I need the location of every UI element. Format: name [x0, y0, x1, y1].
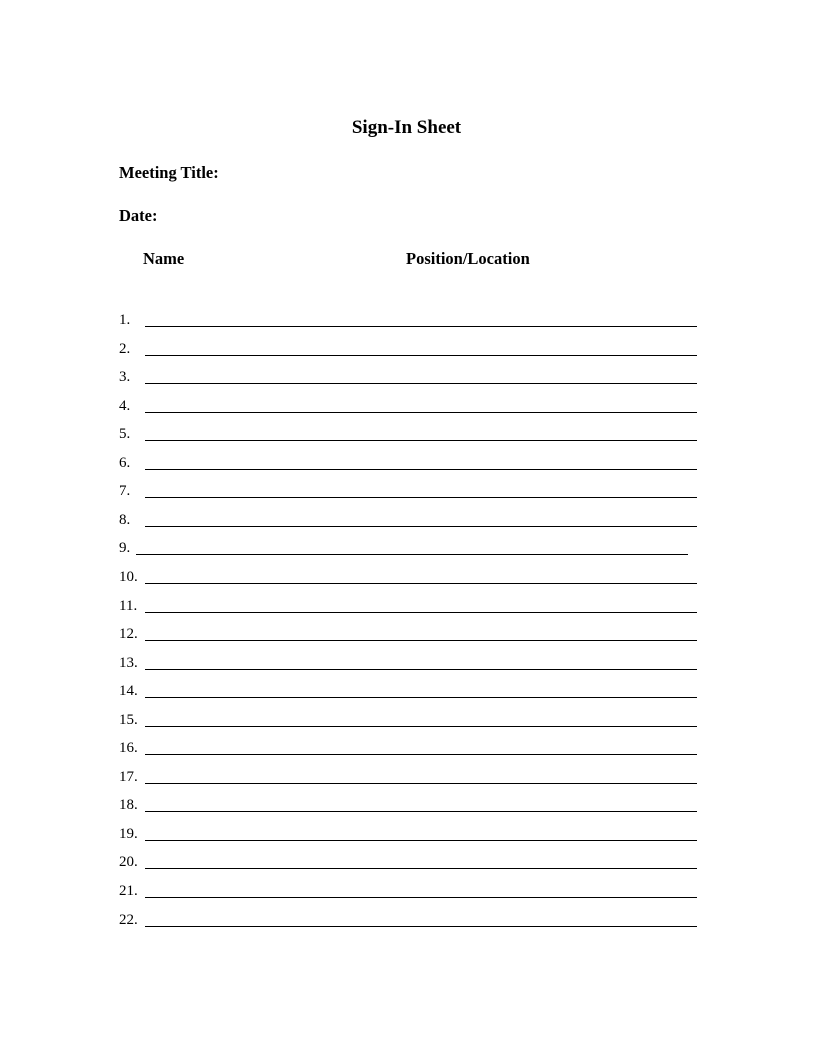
signature-line[interactable] [145, 726, 697, 727]
sign-in-row [0, 682, 816, 704]
sign-in-row [0, 511, 816, 533]
signature-line[interactable] [145, 840, 697, 841]
row-number: 12. [119, 626, 138, 642]
row-number: 19. [119, 826, 138, 842]
sign-in-row [0, 853, 816, 875]
sign-in-row [0, 482, 816, 504]
signature-line[interactable] [145, 868, 697, 869]
signature-line[interactable] [145, 669, 697, 670]
sign-in-row [0, 825, 816, 847]
sign-in-row [0, 768, 816, 790]
row-number: 6. [119, 455, 131, 471]
sign-in-row [0, 597, 816, 619]
signature-line[interactable] [136, 554, 688, 555]
row-number: 22. [119, 912, 138, 928]
signature-line[interactable] [145, 412, 697, 413]
page-title: Sign-In Sheet [351, 117, 462, 138]
sign-in-row [0, 625, 816, 647]
signature-line[interactable] [145, 926, 697, 927]
sign-in-row [0, 454, 816, 476]
sign-in-row [0, 739, 816, 761]
row-number: 15. [119, 712, 138, 728]
date-label: Date: [119, 206, 158, 225]
row-number: 17. [119, 769, 138, 785]
meeting-title-label: Meeting Title: [119, 163, 219, 182]
row-number: 4. [119, 398, 131, 414]
sign-in-row [0, 911, 816, 933]
signature-line[interactable] [145, 383, 697, 384]
signature-line[interactable] [145, 754, 697, 755]
sign-in-row [0, 796, 816, 818]
sign-in-row [0, 711, 816, 733]
sign-in-row [0, 654, 816, 676]
sign-in-row [0, 882, 816, 904]
sign-in-row [0, 340, 816, 362]
row-number: 13. [119, 655, 138, 671]
sign-in-row [0, 368, 816, 390]
signature-line[interactable] [145, 697, 697, 698]
signature-line[interactable] [145, 583, 697, 584]
row-number: 11. [119, 598, 138, 614]
row-number: 18. [119, 797, 138, 813]
row-number: 16. [119, 740, 138, 756]
signature-line[interactable] [145, 497, 697, 498]
row-number: 10. [119, 569, 138, 585]
row-number: 7. [119, 483, 131, 499]
row-number: 9. [119, 540, 131, 556]
signature-line[interactable] [145, 326, 697, 327]
row-number: 20. [119, 854, 138, 870]
signature-line[interactable] [145, 811, 697, 812]
signature-line[interactable] [145, 897, 697, 898]
signature-line[interactable] [145, 355, 697, 356]
signature-line[interactable] [145, 469, 697, 470]
signature-line[interactable] [145, 783, 697, 784]
signature-line[interactable] [145, 526, 697, 527]
sign-in-row [0, 311, 816, 333]
row-number: 5. [119, 426, 131, 442]
sign-in-row [0, 568, 816, 590]
signature-line[interactable] [145, 640, 697, 641]
signature-line[interactable] [145, 612, 697, 613]
row-number: 14. [119, 683, 138, 699]
signature-line[interactable] [145, 440, 697, 441]
sign-in-row [0, 397, 816, 419]
row-number: 8. [119, 512, 131, 528]
row-number: 21. [119, 883, 138, 899]
column-header-position: Position/Location [406, 249, 530, 268]
row-number: 1. [119, 312, 131, 328]
sign-in-row [0, 425, 816, 447]
row-number: 3. [119, 369, 131, 385]
column-header-name: Name [143, 249, 185, 268]
sign-in-row [0, 539, 816, 561]
row-number: 2. [119, 341, 131, 357]
